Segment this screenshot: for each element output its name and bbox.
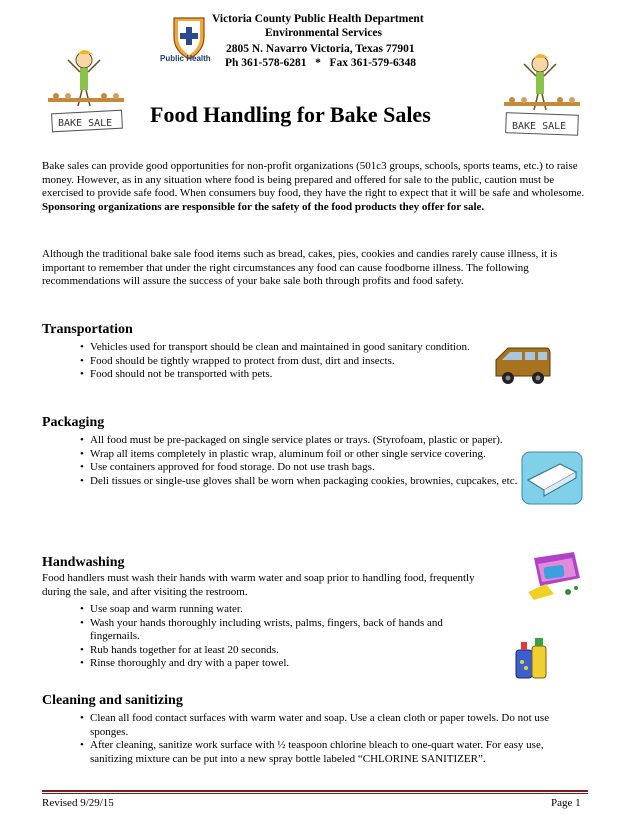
bake-sale-girl-clipart: [44, 46, 128, 136]
list-item: • Deli tissues or single-use gloves shall be worn when packaging cookies, brownies, cupcakes, etc.: [80, 475, 590, 489]
bake-sale-sign-left: BAKE SALE: [58, 118, 113, 129]
bake-sale-right-clipart: [500, 50, 584, 140]
soap-clipart: [524, 548, 586, 604]
division-name: Environmental Services: [265, 27, 383, 39]
list-item: • Rinse thoroughly and dry with a paper towel.: [80, 657, 490, 671]
contact-line: Ph 361-578-6281 * Fax 361-579-6348: [225, 57, 417, 69]
intro-paragraph-1: [42, 160, 588, 214]
list-item: • Rub hands together for at least 20 seconds.: [80, 644, 490, 658]
list-item: • Food should not be transported with pets.: [80, 368, 485, 382]
handwashing-intro: Food handlers must wash their hands with warm water and soap prior to handling food, frequently during the sale, and after visiting the restroom.: [42, 572, 475, 598]
handwashing-list: [80, 603, 490, 671]
list-item: • Wash your hands thoroughly including wrists, palms, fingers, back of hands and fingernails.: [80, 617, 490, 644]
dept-name: Victoria County Public Health Department: [212, 13, 424, 25]
revised-date: Revised 9/29/15: [42, 797, 114, 809]
cleaning-heading: Cleaning and sanitizing: [42, 693, 183, 708]
bake-sale-left-clipart: [44, 46, 128, 136]
address: 2805 N. Navarro Victoria, Texas 77901: [226, 43, 415, 55]
handwashing-heading: Handwashing: [42, 555, 125, 570]
logo-text: Public Health: [160, 54, 211, 63]
list-item: • Use containers approved for food storage. Do not use trash bags.: [80, 461, 520, 475]
list-item: • Food should be tightly wrapped to protect from dust, dirt and insects.: [80, 355, 485, 369]
footer-rule: [42, 790, 588, 792]
bake-sale-girl-clipart: [500, 50, 584, 140]
intro-p1-bold: Sponsoring organizations are responsible for the safety of the food products they offer for sale.: [42, 200, 485, 213]
van-clipart: [492, 342, 554, 388]
list-item: • All food must be pre-packaged on single service plates or trays. (Styrofoam, plastic or paper).: [80, 434, 520, 448]
cleaning-bottles-clipart: [514, 632, 554, 682]
packaging-heading: Packaging: [42, 415, 105, 430]
transportation-list: [80, 341, 485, 382]
cleaning-list: [80, 712, 588, 766]
footer-rule-thin: [42, 793, 588, 794]
soap-icon: [524, 548, 586, 604]
packaging-list: [80, 434, 520, 488]
list-item: • Use soap and warm running water.: [80, 603, 490, 617]
bake-sale-sign-right: BAKE SALE: [512, 121, 567, 132]
cleaning-bottles-icon: [514, 632, 554, 682]
list-item: • Wrap all items completely in plastic wrap, aluminum foil or other single service covering.: [80, 448, 520, 462]
intro-paragraph-2: Although the traditional bake sale food items such as bread, cakes, pies, cookies and candies rarely cause illness, it is important to remember that under the right circumstances any food can cause foodborne illness. The following recommendations will assure the success of your bake sale both through profits and food safety.: [42, 248, 558, 288]
list-item: • Vehicles used for transport should be clean and maintained in good sanitary condition.: [80, 341, 485, 355]
list-item: • After cleaning, sanitize work surface with ½ teaspoon chlorine bleach to one-quart water. For easy use, sanitizing mixture can be put into a new spray bottle labeled “CHLORINE SANITIZER”.: [80, 739, 588, 766]
plastic-wrap-icon: [520, 450, 584, 506]
van-icon: [492, 342, 554, 388]
plastic-wrap-clipart: [520, 450, 584, 506]
list-item: • Clean all food contact surfaces with warm water and soap. Use a clean cloth or paper towels. Do not use sponges.: [80, 712, 588, 739]
transportation-heading: Transportation: [42, 322, 133, 337]
intro-p1-text: Bake sales can provide good opportunities for non-profit organizations (501c3 groups, schools, sports teams, etc.) to raise money. However, as in any situation where food is being prepared and offered for sale to the public, caution must be exercised to provide safe food. When consumers buy food, they have the right to expect that it will be safe and wholesome.: [42, 160, 585, 200]
page-number: Page 1: [551, 797, 581, 809]
page-title: Food Handling for Bake Sales: [150, 102, 431, 127]
